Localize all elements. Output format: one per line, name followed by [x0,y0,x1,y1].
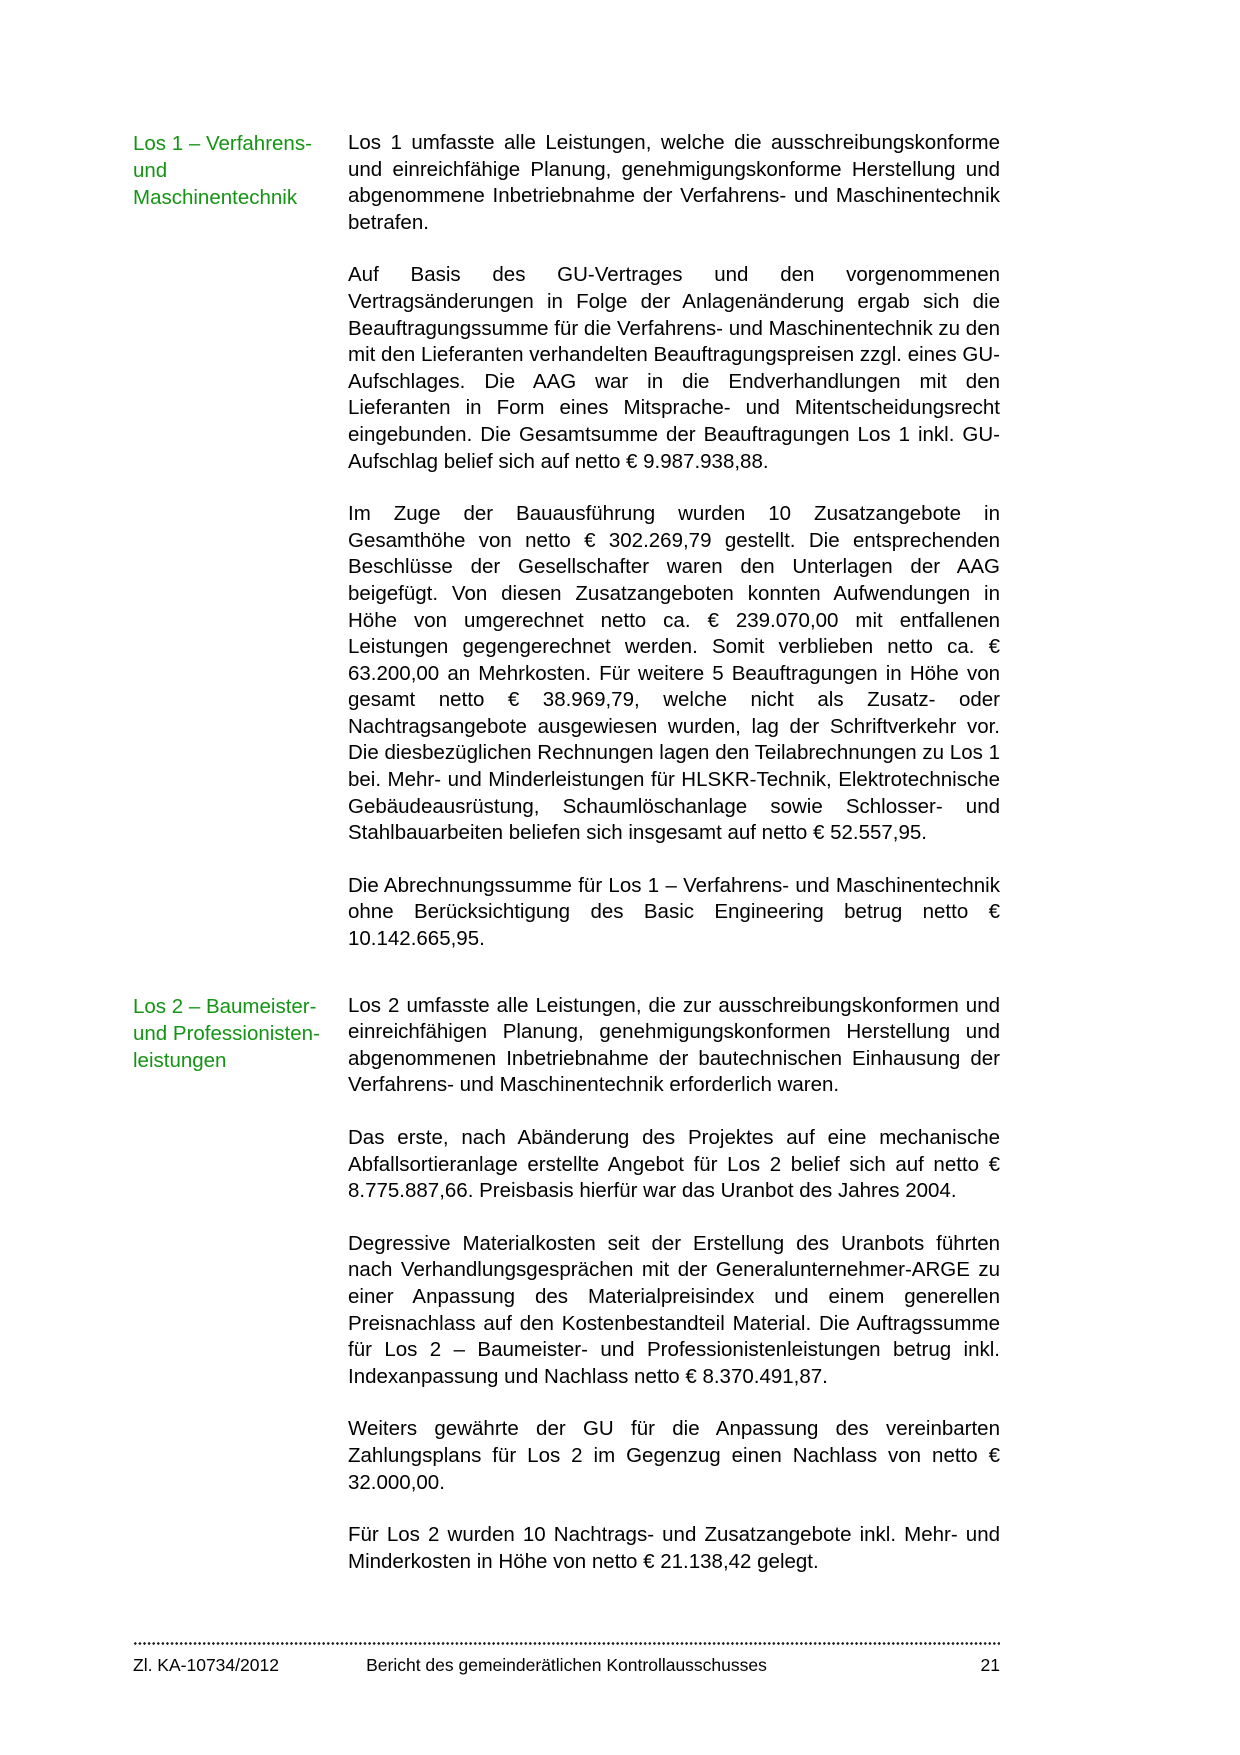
paragraph-los1-3: Im Zuge der Bauausführung wurden 10 Zusatzangebote in Gesamthöhe von netto € 302.269,79 gestellt. Die entsprechenden Beschlüsse der Gesellschafter waren den Unterlagen der AAG beigefügt. Von diesen Zusatzangeboten konnten Aufwendungen in Höhe von umgerechnet netto ca. € 239.070,00 mit entfallenen Leistungen gegengerechnet werden. Somit verblieben netto ca. € 63.200,00 an Mehrkosten. Für weitere 5 Beauftragungen in Höhe von gesamt netto € 38.969,79, welche nicht als Zusatz- oder Nachtragsangebote ausgewiesen wurden, lag der Schriftverkehr vor. Die diesbezüglichen Rechnungen lagen den Teilabrechnungen zu Los 1 bei. Mehr- und Minderleistungen für HLSKR-Technik, Elektrotechnische Gebäudeausrüstung, Schaumlöschanlage sowie Schlosser- und Stahlbauarbeiten beliefen sich insgesamt auf netto € 52.557,95. [348,502,1000,845]
footer-reference-number: Zl. KA-10734/2012 [133,1655,279,1675]
section-los-2 [133,993,1000,1576]
footer-dotted-divider [133,1641,1000,1646]
paragraph-los2-5: Für Los 2 wurden 10 Nachtrags- und Zusatzangebote inkl. Mehr- und Minderkosten in Höhe von netto € 21.138,42 gelegt. [348,1523,1000,1573]
paragraph-los1-2: Auf Basis des GU-Vertrages und den vorgenommenen Vertragsänderungen in Folge der Anlagenänderung ergab sich die Beauftragungssumme für die Verfahrens- und Maschinentechnik zu den mit den Lieferanten verhandelten Beauftragungspreisen zzgl. eines GU-Aufschlages. Die AAG war in die Endverhandlungen mit den Lieferanten in Form eines Mitsprache- und Mitentscheidungsrecht eingebunden. Die Gesamtsumme der Beauftragungen Los 1 inkl. GU-Aufschlag belief sich auf netto € 9.987.938,88. [348,263,1000,473]
section-body-los-1 [348,130,1000,953]
paragraph-los2-1: Los 2 umfasste alle Leistungen, die zur ausschreibungskonformen und einreichfähigen Planung, genehmigungskonformen Herstellung und abgenommenen Inbetriebnahme der bautechnischen Einhausung der Verfahrens- und Maschinentechnik erforderlich waren. [348,993,1000,1097]
paragraph-los1-1: Los 1 umfasste alle Leistungen, welche die ausschreibungskonforme und einreichfähige Planung, genehmigungskonforme Herstellung und abgenommene Inbetriebnahme der Verfahrens- und Maschinentechnik betrafen. [348,131,1000,234]
section-heading-los-1: Los 1 – Verfahrens- und Maschinentechnik [133,132,312,209]
page-footer [133,1641,1000,1676]
section-los-1 [133,130,1000,953]
footer-row [133,1654,1000,1676]
paragraph-los2-4: Weiters gewährte der GU für die Anpassung des vereinbarten Zahlungsplans für Los 2 im Gegenzug einen Nachlass von netto € 32.000,00. [348,1417,1000,1494]
section-body-los-2 [348,993,1000,1576]
footer-page-number: 21 [980,1655,1000,1675]
paragraph-los2-2: Das erste, nach Abänderung des Projektes auf eine mechanische Abfallsortieranlage erstellte Angebot für Los 2 belief sich auf netto € 8.775.887,66. Preisbasis hierfür war das Uranbot des Jahres 2004. [348,1126,1000,1203]
paragraph-los1-4: Die Abrechnungssumme für Los 1 – Verfahrens- und Maschinentechnik ohne Berücksichtigung des Basic Engineering betrug netto € 10.142.665,95. [348,873,1000,951]
paragraph-los2-3: Degressive Materialkosten seit der Erstellung des Uranbots führten nach Verhandlungsgesprächen mit der Generalunternehmer-ARGE zu einer Anpassung des Materialpreisindex und einem generellen Preisnachlass auf den Kostenbestandteil Material. Die Auftragssumme für Los 2 – Baumeister- und Professionistenleistungen betrug inkl. Indexanpassung und Nachlass netto € 8.370.491,87. [348,1231,1000,1388]
footer-report-title: Bericht des gemeinderätlichen Kontrollausschusses [366,1655,767,1675]
section-heading-los-2: Los 2 – Baumeister- und Professionistenleistungen [133,994,320,1072]
document-content [133,130,1000,1615]
